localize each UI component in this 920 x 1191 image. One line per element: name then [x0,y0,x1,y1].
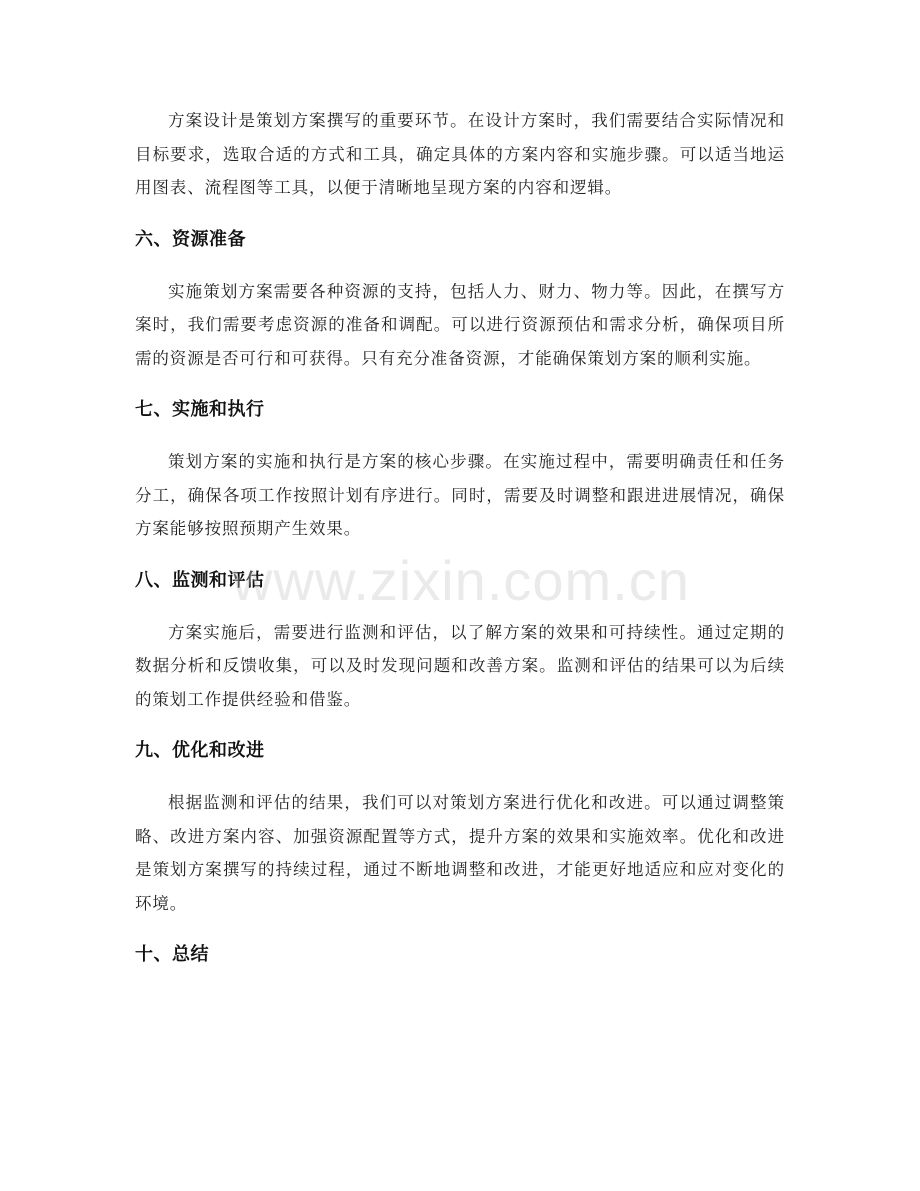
section-heading-optimization: 九、优化和改进 [135,740,265,761]
section-paragraph-implementation: 策划方案的实施和执行是方案的核心步骤。在实施过程中，需要明确责任和任务分工，确保各项工作按照计划有序进行。同时，需要及时调整和跟进进展情况，确保方案能够按照预期产生效果。 [135,452,785,538]
section-paragraph-optimization: 根据监测和评估的结果，我们可以对策划方案进行优化和改进。可以通过调整策略、改进方案内容、加强资源配置等方式，提升方案的效果和实施效率。优化和改进是策划方案撰写的持续过程，通过不断地调整和改进，才能更好地适应和应对变化的环境。 [135,793,785,913]
watermark-text: www.zixin.com.cn [232,549,690,612]
document-body [135,104,785,970]
intro-paragraph: 方案设计是策划方案撰写的重要环节。在设计方案时，我们需要结合实际情况和目标要求，选取合适的方式和工具，确定具体的方案内容和实施步骤。可以适当地运用图表、流程图等工具，以便于清晰地呈现方案的内容和逻辑。 [135,111,785,197]
section-heading-resource-preparation: 六、资源准备 [135,228,246,250]
section-paragraph-resource-preparation: 实施策划方案需要各种资源的支持，包括人力、财力、物力等。因此，在撰写方案时，我们需要考虑资源的准备和调配。可以进行资源预估和需求分析，确保项目所需的资源是否可行和可获得。只有充分准备资源，才能确保策划方案的顺利实施。 [135,281,785,368]
section-heading-summary: 十、总结 [135,944,209,965]
section-heading-implementation: 七、实施和执行 [135,399,265,420]
section-heading-monitoring: 八、监测和评估 [135,569,265,591]
section-paragraph-monitoring: 方案实施后，需要进行监测和评估，以了解方案的效果和可持续性。通过定期的数据分析和反馈收集，可以及时发现问题和改善方案。监测和评估的结果可以为后续的策划工作提供经验和借鉴。 [135,622,785,709]
